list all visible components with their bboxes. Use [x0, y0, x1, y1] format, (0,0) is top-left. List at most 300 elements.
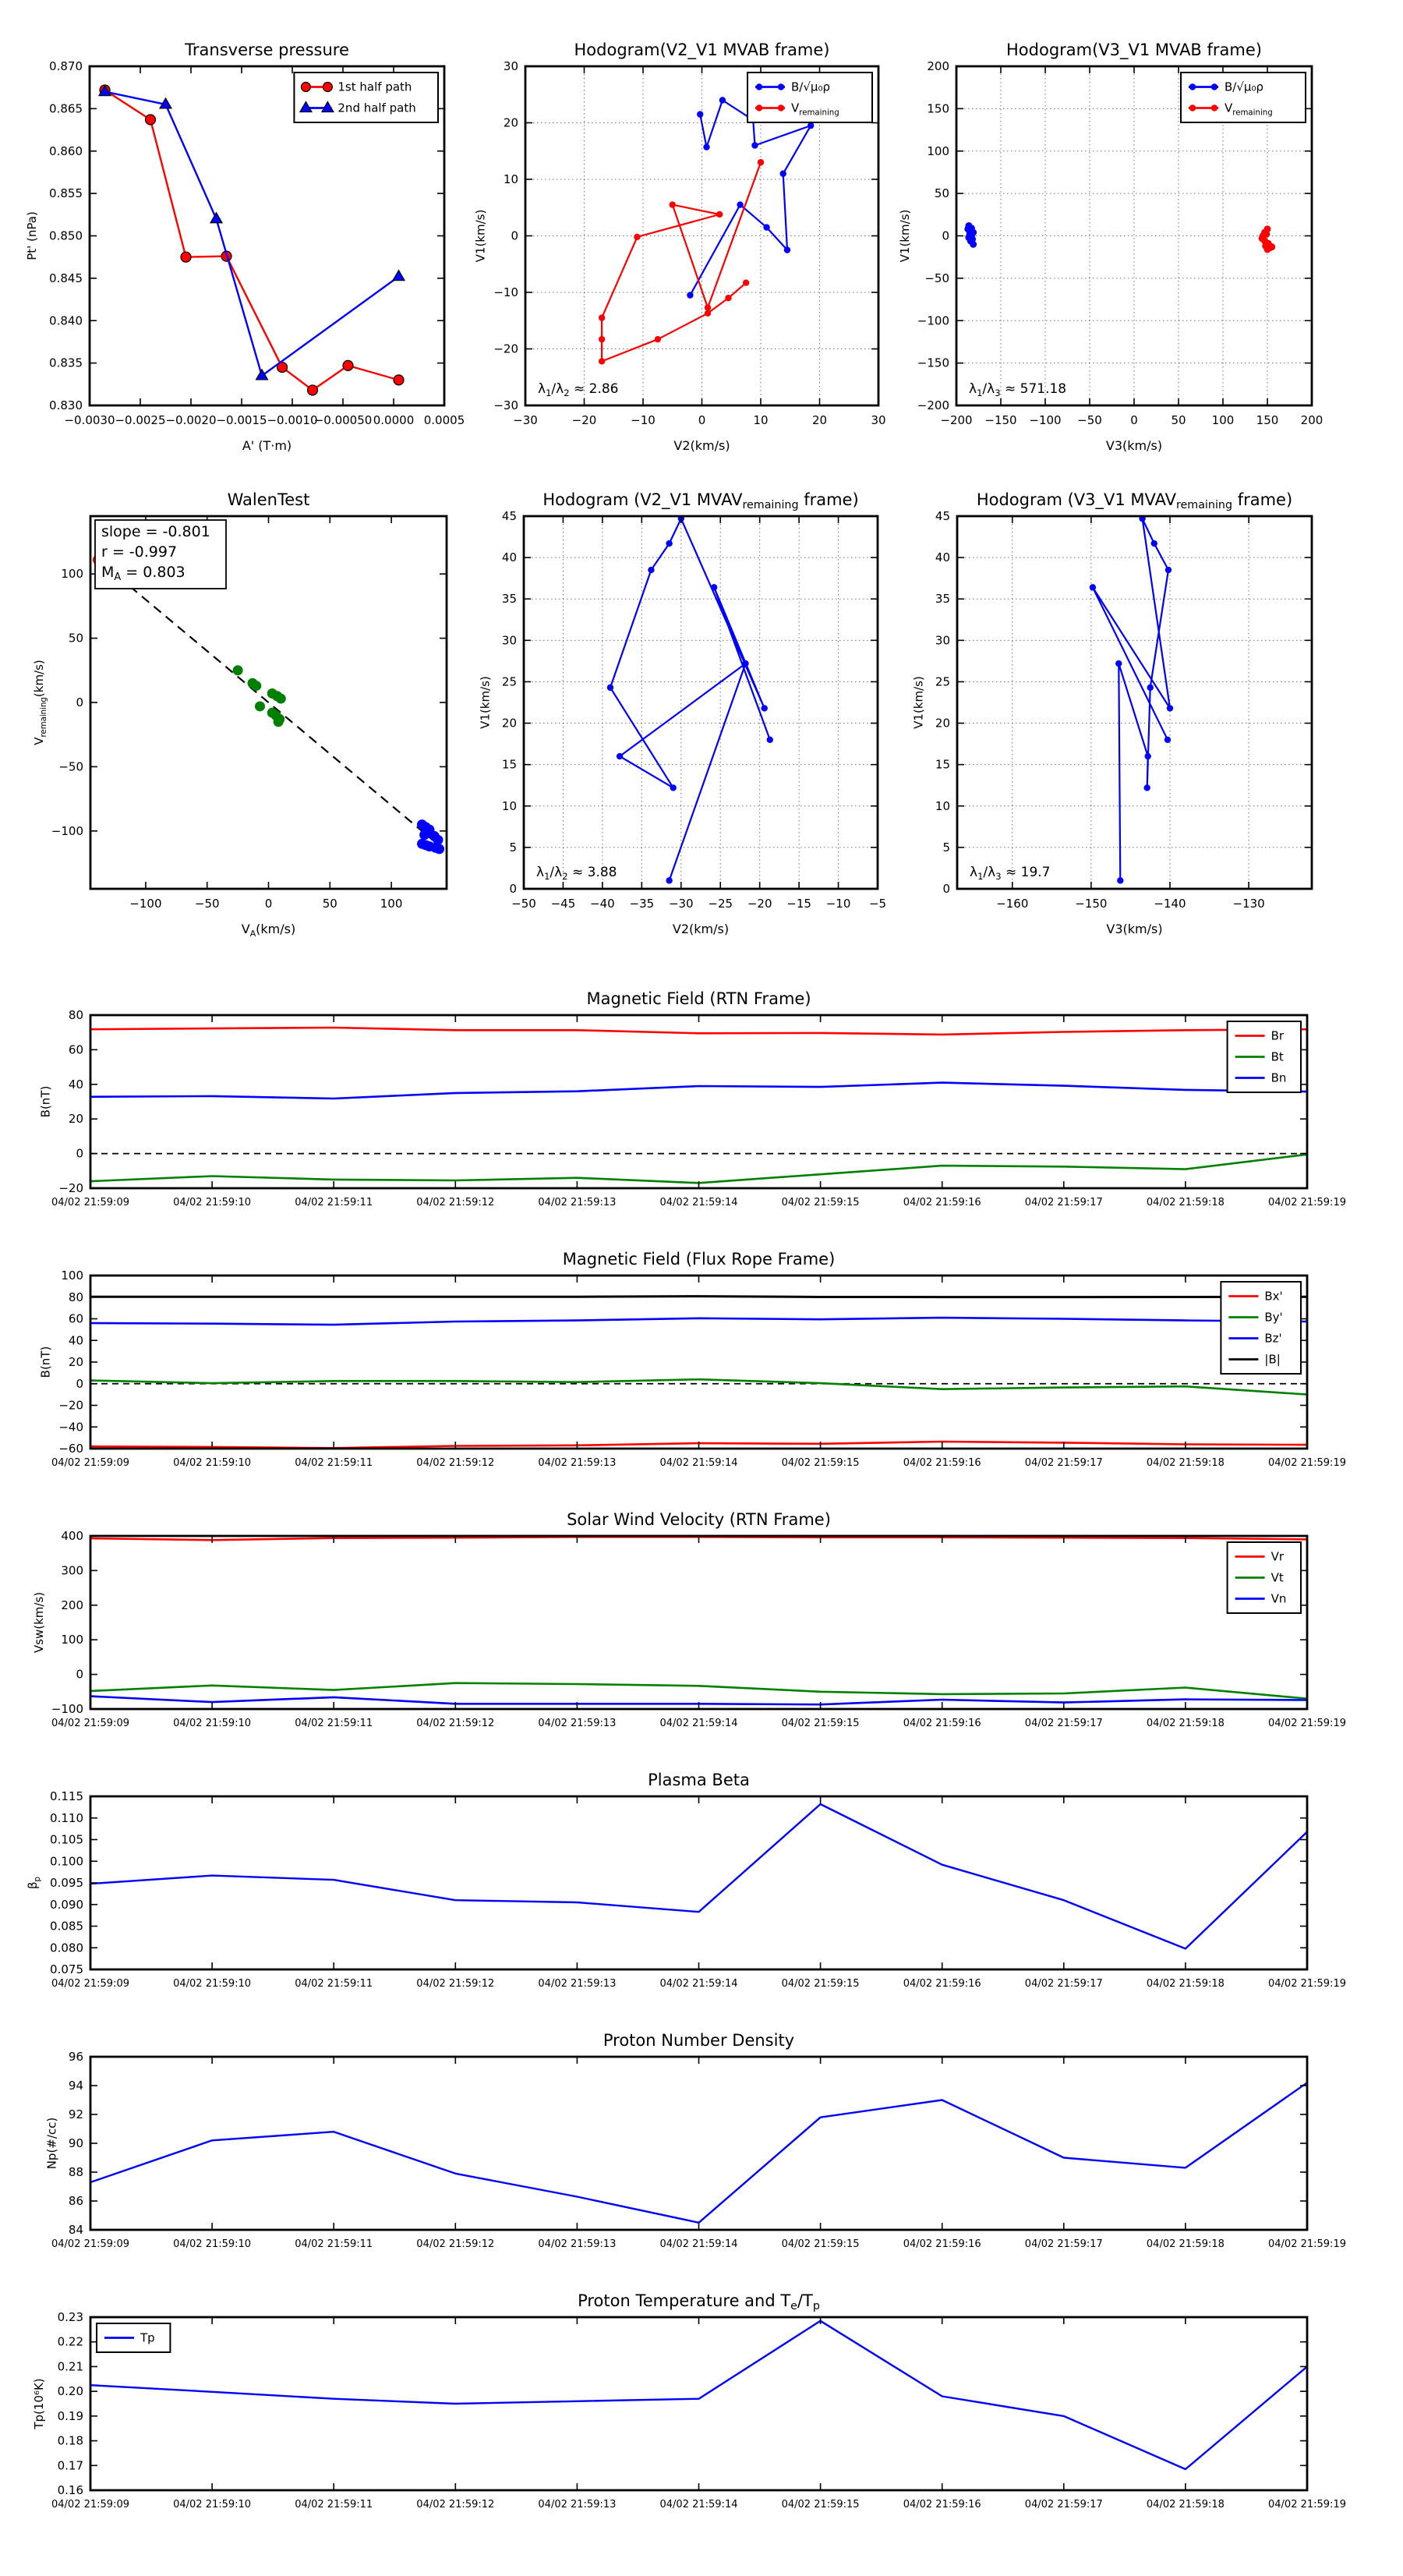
marker-dot: [743, 279, 749, 285]
y-tick-label: 15: [935, 757, 950, 772]
x-tick-label: 04/02 21:59:18: [1146, 2238, 1225, 2250]
x-tick-label: −35: [629, 897, 655, 911]
marker-circle: [308, 385, 318, 395]
marker-dot: [1268, 243, 1275, 250]
legend-label: Vt: [1270, 1570, 1284, 1585]
axes-background: [90, 1276, 1307, 1449]
y-tick-label: 40: [501, 550, 517, 565]
y-tick-label: 20: [501, 716, 517, 731]
marker-dot: [778, 83, 784, 90]
eigenvalue-ratio-annotation: $\lambda_1/\lambda_2 \approx 3.88$: [536, 865, 617, 882]
y-tick-label: 40: [68, 1077, 83, 1092]
x-tick-label: 10: [753, 413, 769, 427]
y-tick-label: 0.22: [57, 2334, 83, 2349]
x-tick-label: 04/02 21:59:16: [903, 1197, 981, 1208]
x-tick-label: −0.0015: [216, 413, 267, 427]
y-tick-label: 5: [942, 840, 950, 855]
y-tick-label: 94: [68, 2079, 83, 2093]
y-tick-label: 0.17: [57, 2458, 83, 2473]
x-tick-label: −50: [511, 897, 536, 911]
marker-circle: [394, 375, 404, 385]
x-tick-label: 04/02 21:59:11: [295, 1718, 373, 1729]
marker-dot: [719, 97, 726, 103]
marker-dot: [648, 567, 654, 573]
panel-hodogram-v3v1-mvab: [898, 41, 1323, 453]
marker-dot: [634, 234, 640, 240]
y-tick-label: 88: [68, 2165, 83, 2179]
y-tick-label: 25: [935, 674, 950, 689]
x-tick-label: 04/02 21:59:17: [1024, 1978, 1103, 1990]
x-tick-label: 04/02 21:59:09: [51, 1457, 129, 1469]
y-tick-label: 0.20: [57, 2384, 83, 2399]
x-tick-label: 04/02 21:59:15: [781, 2499, 860, 2511]
y-tick-label: 0: [76, 1667, 83, 1682]
x-tick-label: 04/02 21:59:13: [538, 1978, 617, 1990]
y-tick-label: −40: [58, 1420, 83, 1435]
legend-label: $V_{remaining}$: [1225, 101, 1273, 118]
y-axis-label: Pt' (nPa): [25, 211, 39, 260]
marker-dot: [670, 201, 676, 207]
y-axis-label: Vsw(km/s): [32, 1591, 47, 1654]
x-tick-label: −30: [668, 897, 694, 911]
y-tick-label: 92: [68, 2107, 83, 2121]
x-tick-label: 04/02 21:59:12: [416, 1978, 495, 1990]
marker-dot: [1117, 877, 1123, 883]
marker-dot: [1147, 685, 1154, 691]
marker-dot: [1090, 584, 1096, 590]
marker-dot: [779, 171, 786, 177]
y-tick-label: 20: [68, 1112, 83, 1127]
x-tick-label: 100: [1211, 413, 1235, 427]
panel-title: Hodogram(V3_V1 MVAB frame): [1006, 41, 1262, 59]
x-tick-label: 04/02 21:59:18: [1146, 2499, 1225, 2511]
x-tick-label: −100: [129, 897, 162, 911]
y-tick-label: 0.840: [49, 313, 83, 328]
y-tick-label: 0: [509, 882, 517, 896]
y-tick-label: 0.090: [50, 1897, 83, 1912]
y-tick-label: 0.845: [49, 271, 83, 285]
x-tick-label: 04/02 21:59:17: [1024, 1197, 1103, 1208]
legend-label: |B|: [1264, 1352, 1281, 1367]
x-tick-label: 04/02 21:59:15: [781, 1978, 860, 1990]
legend-label: Bx': [1264, 1289, 1283, 1304]
y-tick-label: 100: [61, 1269, 83, 1283]
marker-dot: [1151, 540, 1157, 547]
y-tick-label: 60: [68, 1311, 83, 1326]
stats-text-line: $M_A = 0.803$: [101, 564, 186, 583]
x-tick-label: 04/02 21:59:16: [903, 2499, 981, 2511]
x-tick-label: −0.0010: [267, 413, 318, 427]
y-tick-label: 0: [942, 882, 950, 896]
marker-dot: [599, 336, 605, 342]
y-tick-label: 150: [927, 101, 949, 116]
marker-dot: [1189, 83, 1196, 90]
marker-dot: [697, 111, 703, 117]
eigenvalue-ratio-annotation: $\lambda_1/\lambda_2 \approx 2.86$: [538, 381, 619, 398]
marker-dot: [808, 122, 814, 129]
x-tick-label: 04/02 21:59:18: [1146, 1457, 1225, 1469]
legend-label: Vr: [1270, 1549, 1285, 1564]
legend: [1228, 1542, 1301, 1613]
y-tick-label: −10: [493, 285, 518, 299]
marker-dot: [666, 540, 672, 547]
x-tick-label: 04/02 21:59:10: [173, 1978, 252, 1990]
y-tick-label: 45: [501, 509, 517, 523]
legend-label: Tp: [140, 2330, 155, 2345]
x-tick-label: 04/02 21:59:14: [659, 1197, 738, 1208]
marker-dot: [763, 224, 769, 230]
x-tick-label: 04/02 21:59:13: [538, 1457, 617, 1469]
axes-background: [957, 516, 1312, 889]
y-tick-label: 0: [942, 228, 949, 243]
x-tick-label: 04/02 21:59:15: [781, 1457, 860, 1469]
x-tick-label: 04/02 21:59:09: [51, 1978, 129, 1990]
y-tick-label: 40: [68, 1333, 83, 1348]
legend: [1228, 1021, 1301, 1092]
x-tick-label: 04/02 21:59:12: [416, 2499, 495, 2511]
x-tick-label: −45: [550, 897, 576, 911]
x-tick-label: 04/02 21:59:18: [1146, 1197, 1225, 1208]
y-tick-label: 0.835: [49, 356, 83, 370]
marker-dot: [784, 246, 790, 253]
axes-background: [90, 1015, 1307, 1188]
y-tick-label: 10: [501, 798, 517, 813]
marker-dot: [1167, 705, 1173, 711]
marker-dot: [1143, 784, 1150, 791]
y-tick-label: 0.085: [50, 1919, 83, 1934]
x-tick-label: 04/02 21:59:12: [416, 1197, 495, 1208]
x-tick-label: −15: [786, 897, 811, 911]
y-tick-label: 35: [935, 592, 950, 607]
marker-dot: [670, 784, 676, 791]
legend-label: Bn: [1270, 1070, 1287, 1085]
y-tick-label: −20: [58, 1181, 83, 1195]
legend-label: Bt: [1270, 1049, 1284, 1064]
y-axis-label: V1(km/s): [473, 209, 488, 263]
marker-dot: [756, 104, 762, 111]
x-tick-label: 0.0000: [373, 413, 415, 427]
x-tick-label: 04/02 21:59:09: [51, 1197, 129, 1208]
x-tick-label: −20: [747, 897, 772, 911]
axes-background: [90, 1536, 1307, 1709]
marker-dot: [1115, 660, 1122, 667]
panel-title: Proton Temperature and Te/Tp: [578, 2291, 820, 2312]
panel-proton-temp: [32, 2291, 1346, 2511]
legend-label: By': [1264, 1310, 1283, 1325]
x-tick-label: 04/02 21:59:10: [173, 1197, 252, 1208]
marker-dot: [758, 159, 764, 165]
x-tick-label: 04/02 21:59:14: [659, 2499, 738, 2511]
panel-title: Transverse pressure: [185, 41, 349, 59]
y-tick-label: 0: [76, 695, 83, 709]
panel-title: Hodogram(V2_V1 MVAB frame): [574, 41, 830, 59]
y-tick-label: 0: [76, 1146, 83, 1161]
x-tick-label: 04/02 21:59:17: [1024, 2238, 1103, 2250]
x-tick-label: −200: [940, 413, 973, 427]
y-tick-label: 0.21: [57, 2359, 83, 2374]
y-axis-label: Tp(10⁶K): [32, 2378, 47, 2429]
x-tick-label: 04/02 21:59:16: [903, 1457, 981, 1469]
marker-dot: [666, 877, 672, 883]
y-tick-label: 20: [935, 716, 950, 731]
y-tick-label: 0.19: [57, 2408, 83, 2423]
y-axis-label: B(nT): [38, 1346, 53, 1378]
stats-text-line: r = -0.997: [101, 543, 178, 561]
x-tick-label: 04/02 21:59:18: [1146, 1718, 1225, 1729]
panel-walen-test: [32, 490, 447, 939]
y-axis-label: $V_{remaining}(km/s)$: [32, 660, 49, 745]
axes-background: [90, 2057, 1307, 2230]
y-tick-label: 0.855: [49, 186, 83, 201]
x-tick-label: −30: [513, 413, 538, 427]
legend: [97, 2323, 170, 2352]
legend: [294, 73, 438, 122]
y-tick-label: 35: [501, 592, 517, 607]
y-tick-label: 100: [61, 567, 83, 582]
x-tick-label: 04/02 21:59:19: [1268, 2499, 1346, 2511]
panel-title: Magnetic Field (Flux Rope Frame): [562, 1250, 836, 1269]
y-tick-label: 0.865: [49, 101, 83, 116]
x-axis-label: $V_A(km/s)$: [241, 922, 296, 939]
legend-label: Bz': [1264, 1331, 1282, 1346]
x-tick-label: 04/02 21:59:11: [295, 1197, 373, 1208]
x-tick-label: 150: [1256, 413, 1279, 427]
y-tick-label: 0.18: [57, 2433, 83, 2448]
marker-dot: [233, 665, 243, 675]
y-tick-label: −20: [493, 341, 518, 356]
marker-dot: [419, 830, 429, 840]
marker-circle: [343, 360, 353, 370]
y-tick-label: 15: [501, 757, 517, 772]
y-tick-label: −100: [917, 313, 949, 328]
x-tick-label: −160: [996, 897, 1029, 911]
marker-dot: [970, 241, 977, 248]
panel-plasma-beta: [26, 1771, 1346, 1990]
x-tick-label: 04/02 21:59:14: [659, 1457, 738, 1469]
x-tick-label: 04/02 21:59:11: [295, 2499, 373, 2511]
y-tick-label: 0.830: [49, 398, 83, 412]
marker-circle: [323, 83, 332, 92]
y-tick-label: 25: [501, 674, 517, 689]
marker-dot: [705, 310, 711, 317]
x-tick-label: 04/02 21:59:09: [51, 2499, 129, 2511]
x-tick-label: 200: [1300, 413, 1323, 427]
y-tick-label: 40: [935, 550, 950, 565]
y-tick-label: −150: [917, 356, 949, 370]
marker-dot: [1144, 753, 1150, 759]
marker-dot: [767, 737, 773, 743]
marker-dot: [1165, 567, 1172, 573]
marker-dot: [716, 211, 723, 218]
panel-vsw-rtn: [32, 1510, 1346, 1729]
x-tick-label: 04/02 21:59:12: [416, 2238, 495, 2250]
y-tick-label: 100: [61, 1633, 83, 1647]
y-tick-label: 45: [935, 509, 950, 523]
marker-dot: [434, 844, 444, 854]
y-tick-label: 0.850: [49, 228, 83, 243]
x-tick-label: 04/02 21:59:13: [538, 2499, 617, 2511]
panel-hodogram-v2v1-mvav: [479, 490, 886, 936]
marker-dot: [655, 336, 661, 342]
marker-dot: [705, 304, 711, 310]
y-tick-label: 0.095: [50, 1876, 83, 1890]
y-tick-label: 80: [68, 1008, 83, 1022]
panel-hodogram-v3v1-mvav: [912, 490, 1312, 936]
x-tick-label: −0.0020: [165, 413, 217, 427]
y-tick-label: 30: [503, 59, 518, 73]
y-tick-label: 60: [68, 1042, 83, 1057]
marker-dot: [751, 142, 758, 148]
x-tick-label: 04/02 21:59:13: [538, 2238, 617, 2250]
y-tick-label: −200: [917, 398, 949, 412]
panel-transverse-pressure: [25, 41, 465, 453]
y-axis-label: B(nT): [38, 1085, 53, 1118]
marker-dot: [778, 104, 784, 111]
x-tick-label: 04/02 21:59:13: [538, 1197, 617, 1208]
y-tick-label: −100: [51, 823, 83, 838]
x-tick-label: −0.0025: [115, 413, 166, 427]
legend-label: B/√μ₀ρ: [1225, 80, 1263, 94]
x-tick-label: 04/02 21:59:16: [903, 1718, 981, 1729]
x-tick-label: 04/02 21:59:14: [659, 2238, 738, 2250]
marker-dot: [1211, 83, 1217, 90]
marker-dot: [762, 705, 768, 711]
panel-title: Hodogram (V3_V1 MVAVremaining frame): [976, 490, 1293, 511]
y-tick-label: −30: [493, 398, 518, 412]
x-axis-label: V3(km/s): [1105, 438, 1163, 453]
y-tick-label: 0.23: [57, 2310, 83, 2324]
y-tick-label: 50: [934, 186, 949, 201]
x-tick-label: 04/02 21:59:11: [295, 1457, 373, 1469]
y-tick-label: 0.105: [50, 1832, 83, 1847]
marker-circle: [146, 115, 156, 125]
y-tick-label: 5: [509, 840, 517, 855]
panel-title: Plasma Beta: [648, 1771, 750, 1789]
marker-dot: [607, 685, 613, 691]
marker-dot: [1164, 737, 1171, 743]
marker-dot: [599, 314, 605, 320]
marker-circle: [181, 252, 191, 262]
x-axis-label: V3(km/s): [1106, 922, 1163, 936]
x-axis-label: V2(km/s): [672, 922, 730, 936]
x-tick-label: −150: [1075, 897, 1108, 911]
legend-label: 2nd half path: [337, 101, 416, 115]
x-tick-label: 04/02 21:59:19: [1268, 1718, 1346, 1729]
x-tick-label: 0: [1130, 413, 1138, 427]
y-tick-label: 10: [503, 172, 518, 186]
panel-title: Magnetic Field (RTN Frame): [586, 989, 811, 1008]
marker-dot: [421, 840, 431, 850]
marker-dot: [617, 753, 623, 759]
x-tick-label: −20: [571, 413, 597, 427]
x-tick-label: 04/02 21:59:14: [659, 1978, 738, 1990]
x-tick-label: 20: [811, 413, 828, 427]
x-tick-label: 0.0005: [423, 413, 465, 427]
x-tick-label: 04/02 21:59:10: [173, 2238, 252, 2250]
axes-background: [90, 2317, 1307, 2490]
y-tick-label: 86: [68, 2194, 83, 2208]
x-tick-label: 04/02 21:59:16: [903, 1978, 981, 1990]
marker-dot: [251, 681, 261, 691]
y-tick-label: 400: [61, 1529, 83, 1543]
x-tick-label: 100: [380, 897, 403, 911]
y-tick-label: 300: [61, 1563, 83, 1578]
eigenvalue-ratio-annotation: $\lambda_1/\lambda_3 \approx 571.18$: [969, 381, 1067, 398]
x-tick-label: 04/02 21:59:16: [903, 2238, 981, 2250]
y-tick-label: 200: [927, 59, 949, 73]
x-tick-label: −100: [1029, 413, 1062, 427]
legend-label: $V_{remaining}$: [791, 101, 839, 118]
x-tick-label: 0: [264, 897, 273, 911]
legend-label: B/√μ₀ρ: [791, 80, 830, 94]
x-tick-label: −10: [631, 413, 656, 427]
x-tick-label: 04/02 21:59:18: [1146, 1978, 1225, 1990]
x-tick-label: −50: [1077, 413, 1102, 427]
x-tick-label: 04/02 21:59:10: [173, 2499, 252, 2511]
x-tick-label: −150: [984, 413, 1017, 427]
marker-dot: [255, 701, 265, 711]
marker-dot: [599, 358, 605, 364]
y-tick-label: 0.075: [50, 1962, 83, 1976]
panel-mag-fluxrope: [38, 1250, 1346, 1469]
x-tick-label: 04/02 21:59:19: [1268, 1978, 1346, 1990]
legend: [1181, 73, 1306, 122]
marker-circle: [301, 83, 310, 92]
x-tick-label: 04/02 21:59:14: [659, 1718, 738, 1729]
x-axis-label: A' (T·m): [242, 438, 292, 453]
y-tick-label: −50: [924, 271, 949, 285]
x-tick-label: −140: [1154, 897, 1186, 911]
x-tick-label: 04/02 21:59:19: [1268, 1457, 1346, 1469]
x-tick-label: 04/02 21:59:17: [1024, 1457, 1103, 1469]
x-tick-label: 04/02 21:59:09: [51, 1718, 129, 1729]
x-tick-label: 04/02 21:59:10: [173, 1457, 252, 1469]
y-axis-label: V1(km/s): [898, 209, 913, 263]
y-tick-label: 10: [935, 798, 950, 813]
marker-dot: [756, 83, 762, 90]
y-tick-label: 0.870: [49, 59, 83, 73]
marker-dot: [703, 143, 709, 150]
x-tick-label: 04/02 21:59:12: [416, 1457, 495, 1469]
axes-background: [90, 1796, 1307, 1969]
y-tick-label: 80: [68, 1290, 83, 1304]
legend: [1221, 1282, 1301, 1374]
panel-hodogram-v2v1-mvab: [473, 41, 885, 453]
panel-proton-density: [45, 2031, 1346, 2250]
y-axis-label: V1(km/s): [478, 676, 493, 729]
x-tick-label: 04/02 21:59:19: [1268, 1197, 1346, 1208]
y-tick-label: 0.110: [50, 1810, 83, 1825]
x-tick-label: −0.0030: [64, 413, 115, 427]
x-tick-label: 04/02 21:59:17: [1024, 2499, 1103, 2511]
legend-label: Vn: [1270, 1591, 1287, 1606]
x-tick-label: 0: [698, 413, 706, 427]
panel-mag-rtn: [38, 989, 1346, 1208]
x-tick-label: 30: [871, 413, 886, 427]
y-tick-label: −50: [58, 759, 83, 774]
x-tick-label: −0.00050: [313, 413, 373, 427]
x-tick-label: 04/02 21:59:17: [1024, 1718, 1103, 1729]
x-tick-label: −25: [708, 897, 733, 911]
x-tick-label: 50: [1171, 413, 1186, 427]
marker-dot: [274, 717, 284, 727]
y-axis-label: V1(km/s): [911, 676, 926, 729]
marker-dot: [276, 694, 286, 704]
y-axis-label: Np(#/cc): [44, 2117, 59, 2170]
x-tick-label: 50: [322, 897, 337, 911]
x-tick-label: 04/02 21:59:12: [416, 1718, 495, 1729]
x-tick-label: 04/02 21:59:15: [781, 1197, 860, 1208]
